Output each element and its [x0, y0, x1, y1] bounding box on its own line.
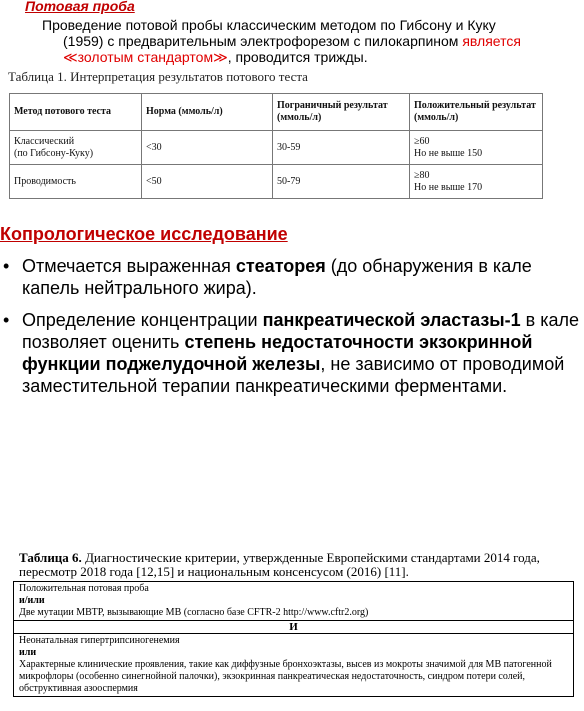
method-line2: (по Гибсону-Куку) [14, 147, 94, 159]
table-cell-positive [410, 165, 543, 199]
table-row [10, 131, 543, 165]
sweat-test-table [9, 93, 543, 199]
criteria-line: Положительная потовая проба [19, 583, 149, 594]
item1-bold1: стеаторея [235, 256, 326, 276]
sweat-text-line2 [42, 33, 567, 49]
positive-line2: Но не выше 170 [414, 181, 483, 193]
positive-line1: ≥60 [414, 135, 430, 147]
coprology-title: Копрологическое исследование [0, 224, 288, 244]
table-cell-borderline: 30-59 [273, 131, 410, 165]
coprology-list [0, 255, 580, 407]
criteria-block-2 [14, 634, 573, 696]
sweat-text-line1: Проведение потовой пробы классическим методом по Гибсону и Куку [42, 17, 496, 33]
table-header-row [10, 94, 543, 131]
criteria-connector: или [19, 647, 37, 658]
table-cell-method: Проводимость [10, 165, 142, 199]
gold-standard-text: ≪золотым стандартом≫ [63, 49, 228, 65]
table1-caption: Таблица 1. Интерпретация результатов потового теста [8, 69, 308, 84]
table-header-cell: Положительный результат (ммоль/л) [410, 94, 543, 131]
criteria-line: Характерные клинические проявления, такие как диффузные бронхоэктазы, высев из мокроты значимой для МВ патогенной микрофлоры (особенно синегнойной палочки), экзокринная панкреатическая недостаточность, синдром потери солей, обструктивная азооспермия [19, 659, 552, 694]
table-header-cell: Метод потового теста [10, 94, 142, 131]
sweat-text-line2-red: является [462, 33, 521, 49]
table-cell-borderline: 50-79 [273, 165, 410, 199]
list-item [0, 309, 580, 397]
table-cell-norm: <30 [142, 131, 273, 165]
sweat-test-slide [0, 0, 584, 205]
table6-caption-rest: Диагностические критерии, утвержденные Европейскими стандартами 2014 года, пересмотр 2018 года [12,15] и национальным консенсусом (2016) [11]. [19, 550, 540, 579]
table-row [10, 165, 543, 199]
item2-text2: в кале позволяет оценить [22, 310, 579, 352]
list-item [0, 255, 580, 299]
sweat-text-line3-b: , проводится трижды. [227, 49, 368, 65]
table-cell-norm: <50 [142, 165, 273, 199]
diagnostic-criteria-table [13, 581, 574, 697]
item1-text2: (до обнаружения в кале капель нейтрального жира). [22, 256, 532, 298]
criteria-and-row: И [14, 621, 573, 634]
table6-caption [19, 551, 584, 579]
sweat-text-line3 [42, 49, 567, 65]
table-cell-method [10, 131, 142, 165]
criteria-connector: и/или [19, 595, 45, 606]
criteria-line: Две мутации МВТР, вызывающие МВ (согласно базе CFTR-2 http://www.cftr2.org) [19, 607, 369, 618]
table-cell-positive [410, 131, 543, 165]
item1-text1: Отмечается выраженная [22, 256, 236, 276]
item2-bold2: степень недостаточности экзокринной функции поджелудочной железы [22, 332, 533, 374]
sweat-text-line2-a: (1959) с предварительным электрофорезом с пилокарпином [63, 33, 463, 49]
bullet-icon: • [3, 310, 10, 330]
table-header-cell: Пограничный результат (ммоль/л) [273, 94, 410, 131]
sweat-test-paragraph [42, 17, 567, 65]
bullet-icon: • [3, 256, 10, 276]
criteria-block-1 [14, 582, 573, 621]
positive-line1: ≥80 [414, 169, 430, 181]
table-header-cell: Норма (ммоль/л) [142, 94, 273, 131]
item2-text3: , не зависимо от проводимой заместительной терапии панкреатическими ферментами. [22, 354, 565, 396]
item2-text1: Определение концентрации [22, 310, 263, 330]
criteria-line: Неонатальная гипертрипсиногенемия [19, 635, 180, 646]
item2-bold1: панкреатической эластазы-1 [262, 310, 521, 330]
positive-line2: Но не выше 150 [414, 147, 483, 159]
table6-caption-bold: Таблица 6. [19, 550, 82, 565]
method-line1: Классический [14, 135, 75, 147]
sweat-test-title: Потовая проба [25, 0, 135, 14]
